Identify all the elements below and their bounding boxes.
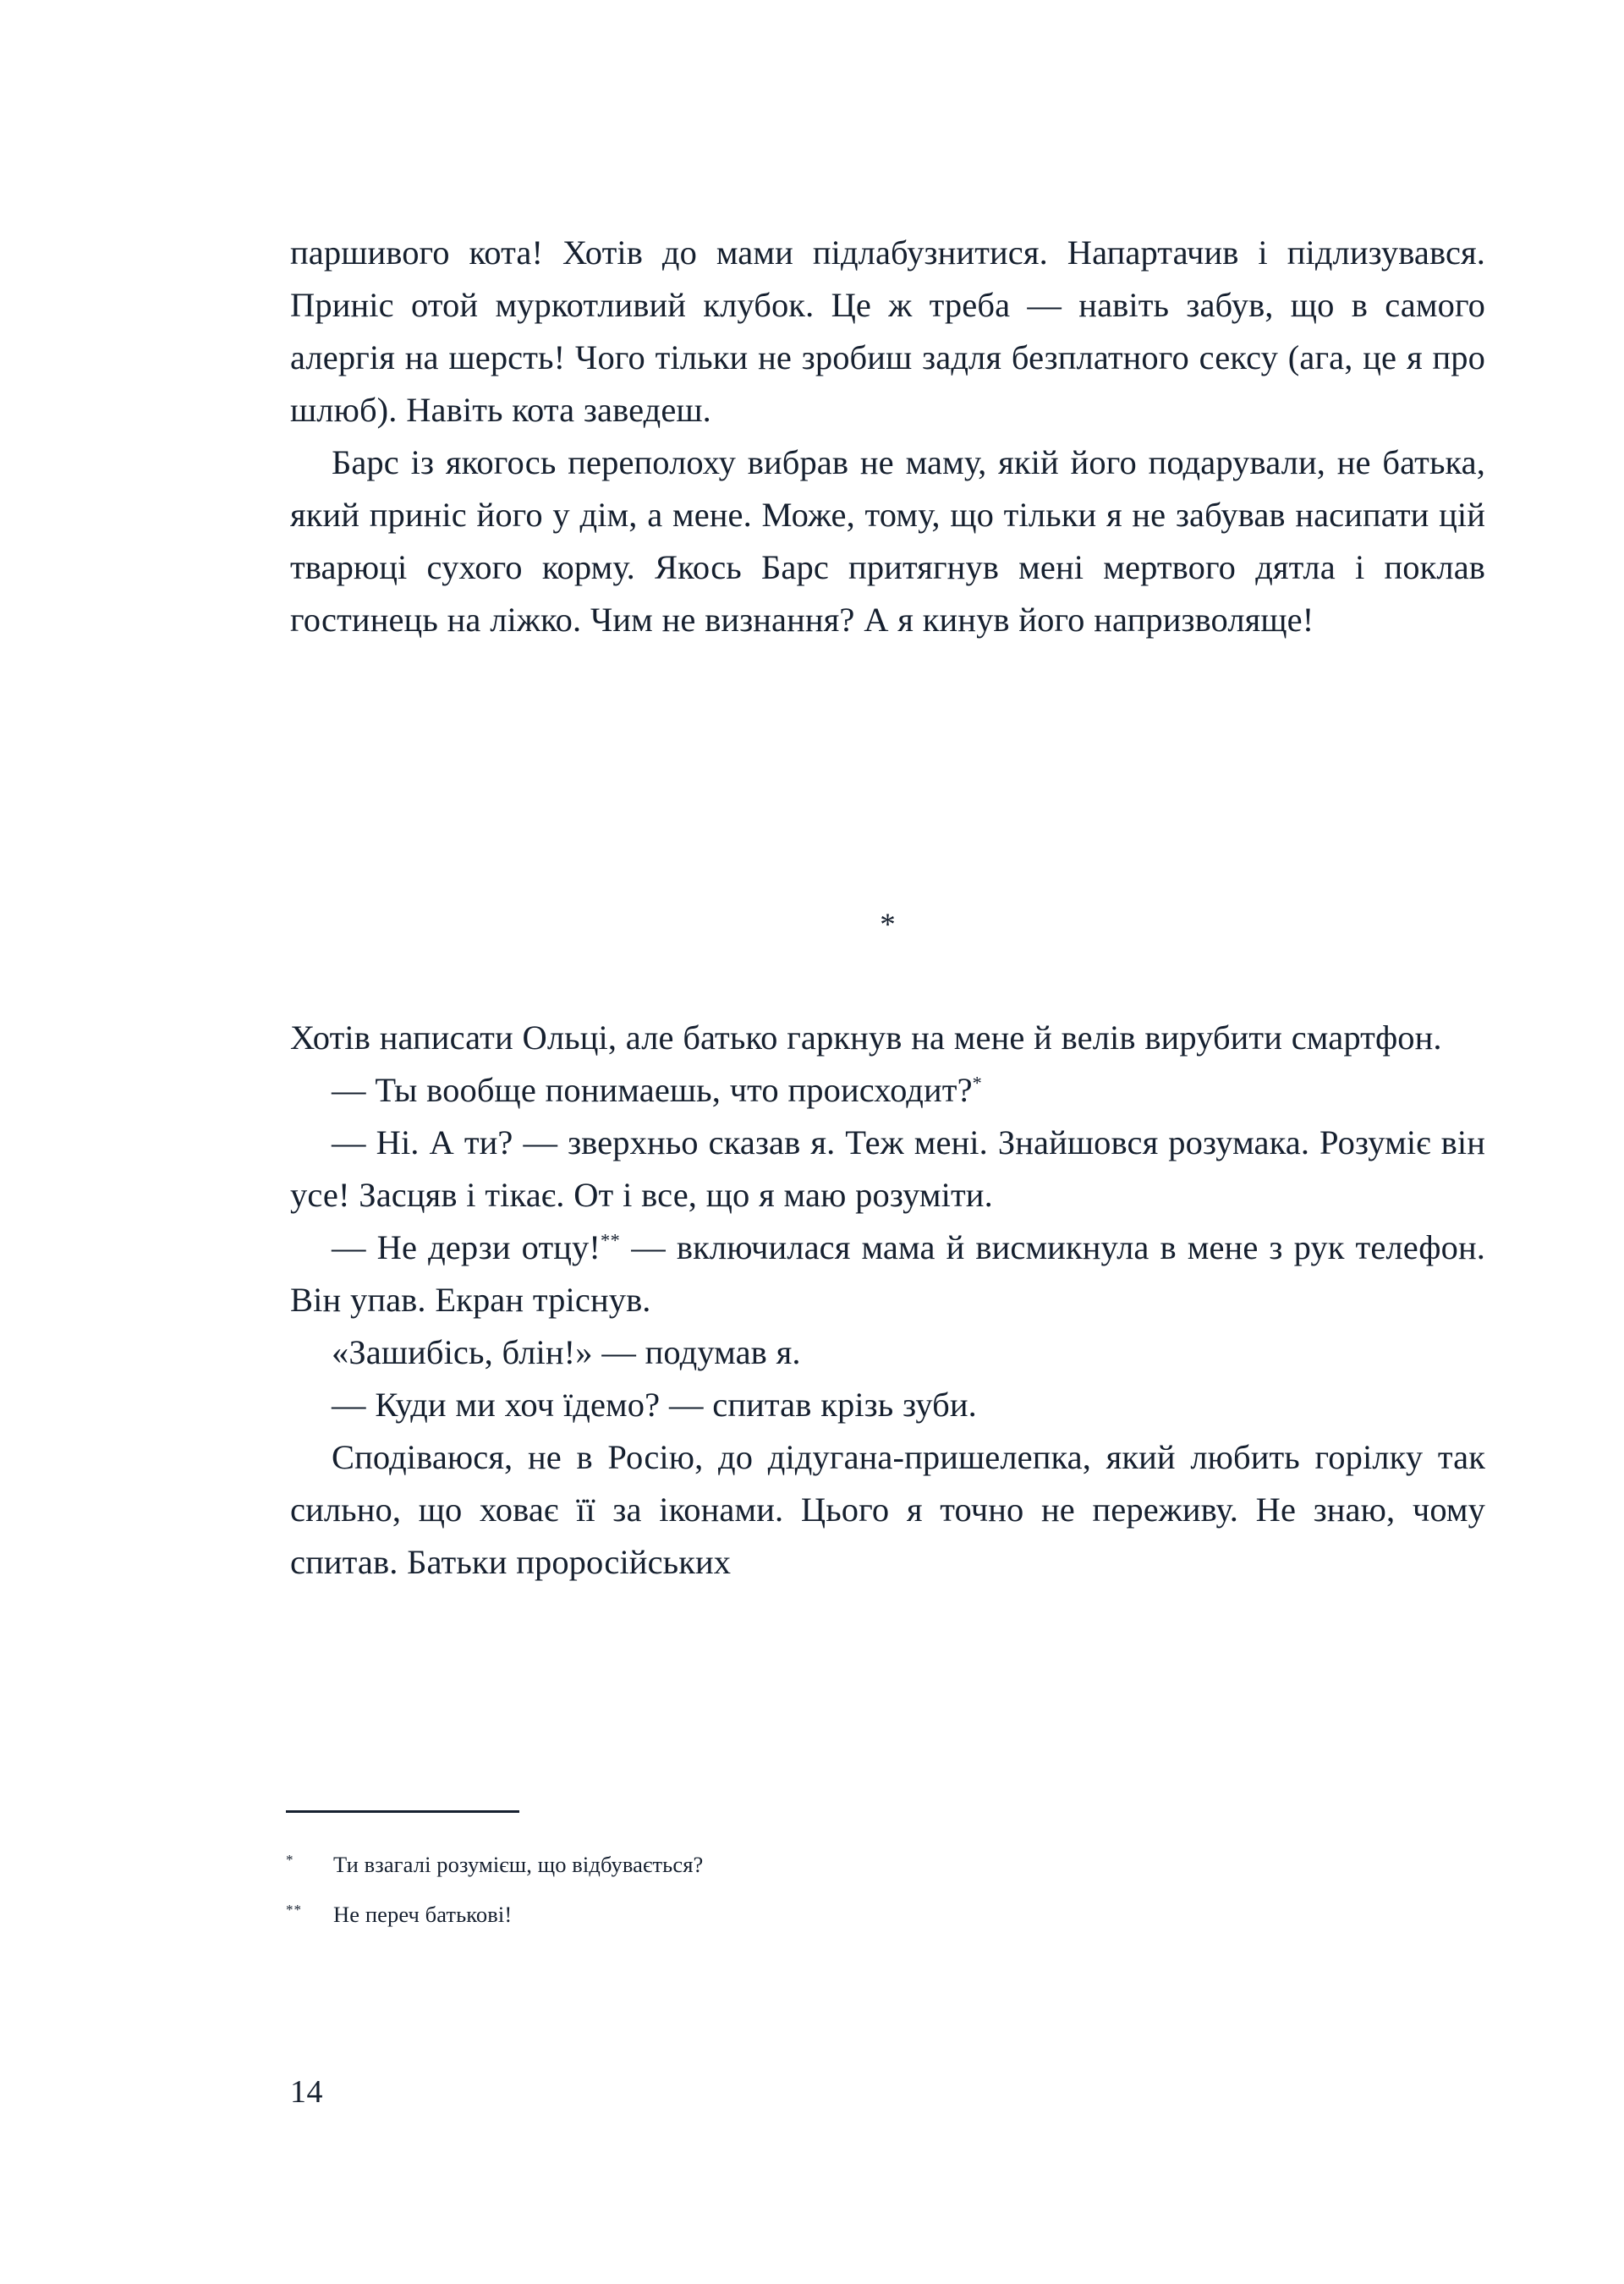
- footnote-item-1: [286, 1850, 1481, 1879]
- paragraph-5-dialogue: — Ні. А ти? — зверхньо сказав я. Теж мені. Знайшовся розумака. Розуміє він усе! Засцяв і тікає. От і все, що я маю розуміти.: [290, 1123, 1485, 1214]
- footnote-marker-1: *: [286, 1852, 294, 1868]
- footnote-area: [286, 1810, 1481, 1950]
- page-number: 14: [290, 2074, 323, 2110]
- paragraph-7-thought: «Зашибісь, блін!» — подумав я.: [332, 1333, 801, 1371]
- paragraph-9: Сподіваюся, не в Росію, до дідугана-пришелепка, який любить горілку так сильно, що ховає її за іконами. Цього я точно не переживу. Не знаю, чому спитав. Батьки проросійських: [290, 1438, 1485, 1581]
- paragraph-6-dialogue: [290, 1222, 1485, 1326]
- body-text-upper: [290, 227, 1485, 646]
- scene-break-asterisk: *: [880, 908, 896, 942]
- dialogue-line-russian-1: — Ты вообще понимаешь, что происходит?: [332, 1071, 973, 1109]
- footnote-marker-2: **: [286, 1902, 302, 1918]
- footnote-ref-1[interactable]: *: [972, 1072, 983, 1094]
- paragraph-8-dialogue: — Куди ми хоч їдемо? — спитав крізь зуби.: [332, 1386, 977, 1424]
- paragraph-3: Хотів написати Ольці, але батько гаркнув на мене й велів вирубити смартфон.: [290, 1018, 1442, 1057]
- footnote-text-2: Не переч батькові!: [333, 1902, 513, 1927]
- footnote-item-2: [286, 1900, 1481, 1929]
- paragraph-6-tail: — включилася мама й висмикнула в мене з рук телефон. Він упав. Екран тріснув.: [290, 1228, 1485, 1319]
- footnote-separator-rule: [286, 1810, 519, 1813]
- footnote-text-1: Ти взагалі розумієш, що відбувається?: [333, 1852, 704, 1877]
- body-text-lower: [290, 1012, 1485, 1589]
- dialogue-line-russian-2: — Не дерзи отцу!: [332, 1228, 601, 1266]
- paragraph-1: паршивого кота! Хотів до мами підлабузнитися. Напартачив і підлизувався. Приніс отой муркотливий клубок. Це ж треба — навіть забув, що в самого алергія на шерсть! Чого тільки не зробиш задля безплатного сексу (ага, це я про шлюб). Навіть кота заведеш.: [290, 233, 1485, 429]
- paragraph-2: Барс із якогось переполоху вибрав не маму, якій його подарували, не батька, який приніс його у дім, а мене. Може, тому, що тільки я не забував насипати цій тварюці сухого корму. Якось Барс притягнув мені мертвого дятла і поклав гостинець на ліжко. Чим не визнання? А я кинув його напризволяще!: [290, 443, 1485, 639]
- footnote-ref-2[interactable]: **: [600, 1229, 621, 1251]
- paragraph-4-dialogue: [290, 1064, 1485, 1117]
